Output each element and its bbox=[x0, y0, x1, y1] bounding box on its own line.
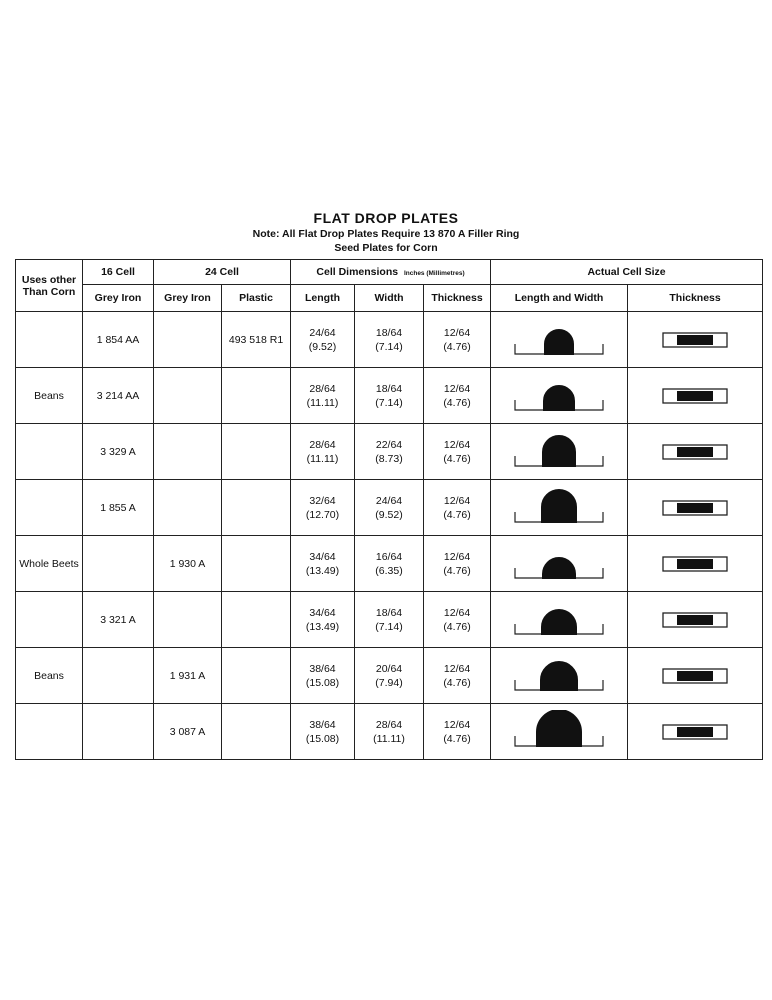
length-width-illustration bbox=[491, 536, 628, 592]
width-inches: 16/64 bbox=[375, 550, 403, 563]
width-cell bbox=[355, 368, 424, 424]
uses-cell bbox=[16, 592, 83, 648]
cell-dimensions-label: Cell Dimensions bbox=[316, 266, 399, 278]
length-inches: 28/64 bbox=[309, 438, 336, 451]
uses-cell bbox=[16, 424, 83, 480]
thickness-illustration bbox=[628, 312, 763, 368]
thickness-mm: (4.76) bbox=[443, 340, 471, 353]
thickness-mm: (4.76) bbox=[443, 732, 471, 745]
width-cell bbox=[355, 536, 424, 592]
length-inches: 32/64 bbox=[309, 494, 336, 507]
thickness-illustration bbox=[628, 648, 763, 704]
width-cell bbox=[355, 312, 424, 368]
grey-iron-16-cell bbox=[83, 648, 154, 704]
cell-thickness-icon bbox=[659, 386, 731, 406]
plastic-cell bbox=[222, 424, 291, 480]
thickness-header: Thickness bbox=[424, 285, 491, 312]
cell-length-width-icon bbox=[509, 598, 609, 642]
grey-iron-24-cell: 3 087 A bbox=[154, 704, 222, 760]
cell-length-width-icon bbox=[509, 654, 609, 698]
length-cell bbox=[291, 480, 355, 536]
length-mm: (12.70) bbox=[305, 508, 340, 521]
width-mm: (6.35) bbox=[375, 564, 403, 577]
thickness-inches: 12/64 bbox=[443, 662, 471, 675]
page-subtitle: Seed Plates for Corn bbox=[334, 242, 438, 254]
grey-iron-24-cell bbox=[154, 480, 222, 536]
width-cell bbox=[355, 704, 424, 760]
thickness-inches: 12/64 bbox=[443, 382, 471, 395]
length-inches: 38/64 bbox=[309, 662, 336, 675]
length-cell bbox=[291, 592, 355, 648]
filler-ring-note: Note: All Flat Drop Plates Require 13 870 A Filler Ring bbox=[252, 228, 520, 240]
cell-length-width-icon bbox=[509, 374, 609, 418]
grey-iron-24-cell bbox=[154, 368, 222, 424]
thickness-mm: (4.76) bbox=[443, 452, 471, 465]
cell24-header: 24 Cell bbox=[154, 260, 291, 285]
uses-header: Uses other Than Corn bbox=[16, 260, 83, 312]
thickness-illustration bbox=[628, 704, 763, 760]
thickness-inches: 12/64 bbox=[443, 550, 471, 563]
cell-thickness-icon bbox=[659, 554, 731, 574]
length-width-illustration bbox=[491, 480, 628, 536]
plastic-cell: 493 518 R1 bbox=[222, 312, 291, 368]
actual-cell-size-header: Actual Cell Size bbox=[491, 260, 763, 285]
thickness-inches: 12/64 bbox=[443, 494, 471, 507]
thickness-cell bbox=[424, 312, 491, 368]
uses-cell: Whole Beets bbox=[16, 536, 83, 592]
thickness-cell bbox=[424, 648, 491, 704]
plastic-cell bbox=[222, 704, 291, 760]
thickness-inches: 12/64 bbox=[443, 606, 471, 619]
cell-length-width-icon bbox=[509, 318, 609, 362]
grey-iron-16-header: Grey Iron bbox=[83, 285, 154, 312]
cell-thickness-icon bbox=[659, 666, 731, 686]
thickness-mm: (4.76) bbox=[443, 676, 471, 689]
length-mm: (15.08) bbox=[305, 732, 340, 745]
width-inches: 22/64 bbox=[375, 438, 403, 451]
page-title: FLAT DROP PLATES bbox=[313, 210, 459, 226]
width-cell bbox=[355, 480, 424, 536]
thickness-cell bbox=[424, 368, 491, 424]
thickness-cell bbox=[424, 480, 491, 536]
length-mm: (9.52) bbox=[308, 340, 337, 353]
length-cell bbox=[291, 536, 355, 592]
thickness-inches: 12/64 bbox=[443, 718, 471, 731]
uses-cell bbox=[16, 704, 83, 760]
cell-thickness-icon bbox=[659, 498, 731, 518]
length-width-illustration bbox=[491, 592, 628, 648]
grey-iron-16-cell bbox=[83, 536, 154, 592]
thickness-size-header: Thickness bbox=[628, 285, 763, 312]
width-mm: (7.14) bbox=[375, 620, 403, 633]
table-row bbox=[16, 648, 763, 704]
width-cell bbox=[355, 648, 424, 704]
length-mm: (15.08) bbox=[305, 676, 340, 689]
length-mm: (11.11) bbox=[306, 452, 339, 465]
length-cell bbox=[291, 312, 355, 368]
width-mm: (7.14) bbox=[375, 396, 403, 409]
grey-iron-16-cell: 3 329 A bbox=[83, 424, 154, 480]
cell-dimensions-header bbox=[291, 260, 491, 285]
cell-length-width-icon bbox=[509, 710, 609, 754]
width-mm: (7.94) bbox=[375, 676, 403, 689]
length-width-illustration bbox=[491, 368, 628, 424]
grey-iron-24-header: Grey Iron bbox=[154, 285, 222, 312]
grey-iron-16-cell: 1 854 AA bbox=[83, 312, 154, 368]
width-mm: (11.11) bbox=[373, 732, 405, 745]
thickness-mm: (4.76) bbox=[443, 508, 471, 521]
cell-length-width-icon bbox=[509, 486, 609, 530]
thickness-illustration bbox=[628, 480, 763, 536]
uses-cell: Beans bbox=[16, 648, 83, 704]
length-mm: (13.49) bbox=[305, 620, 340, 633]
width-cell bbox=[355, 424, 424, 480]
grey-iron-16-cell: 1 855 A bbox=[83, 480, 154, 536]
table-row bbox=[16, 704, 763, 760]
plastic-cell bbox=[222, 592, 291, 648]
uses-cell bbox=[16, 312, 83, 368]
table-row bbox=[16, 480, 763, 536]
grey-iron-24-cell: 1 931 A bbox=[154, 648, 222, 704]
length-inches: 28/64 bbox=[309, 382, 336, 395]
grey-iron-24-cell bbox=[154, 592, 222, 648]
cell-thickness-icon bbox=[659, 442, 731, 462]
cell-length-width-icon bbox=[509, 542, 609, 586]
uses-cell: Beans bbox=[16, 368, 83, 424]
grey-iron-24-cell bbox=[154, 312, 222, 368]
length-width-illustration bbox=[491, 648, 628, 704]
cell-thickness-icon bbox=[659, 610, 731, 630]
table-row bbox=[16, 312, 763, 368]
width-inches: 20/64 bbox=[375, 662, 403, 675]
grey-iron-16-cell bbox=[83, 704, 154, 760]
width-inches: 18/64 bbox=[375, 382, 403, 395]
width-inches: 18/64 bbox=[375, 606, 403, 619]
table-row bbox=[16, 592, 763, 648]
width-inches: 24/64 bbox=[375, 494, 403, 507]
length-header: Length bbox=[291, 285, 355, 312]
cell-length-width-icon bbox=[509, 430, 609, 474]
thickness-illustration bbox=[628, 368, 763, 424]
length-cell bbox=[291, 424, 355, 480]
length-cell bbox=[291, 368, 355, 424]
table-row bbox=[16, 424, 763, 480]
grey-iron-16-cell: 3 214 AA bbox=[83, 368, 154, 424]
grey-iron-16-cell: 3 321 A bbox=[83, 592, 154, 648]
plastic-header: Plastic bbox=[222, 285, 291, 312]
length-width-illustration bbox=[491, 704, 628, 760]
length-inches: 38/64 bbox=[309, 718, 336, 731]
plastic-cell bbox=[222, 536, 291, 592]
plastic-cell bbox=[222, 648, 291, 704]
cell16-header: 16 Cell bbox=[83, 260, 154, 285]
seed-plate-table bbox=[15, 259, 763, 760]
width-header: Width bbox=[355, 285, 424, 312]
thickness-mm: (4.76) bbox=[443, 620, 471, 633]
length-width-illustration bbox=[491, 312, 628, 368]
length-cell bbox=[291, 704, 355, 760]
table-row bbox=[16, 368, 763, 424]
grey-iron-24-cell: 1 930 A bbox=[154, 536, 222, 592]
width-mm: (9.52) bbox=[375, 508, 403, 521]
length-cell bbox=[291, 648, 355, 704]
length-width-header: Length and Width bbox=[491, 285, 628, 312]
uses-cell bbox=[16, 480, 83, 536]
thickness-cell bbox=[424, 704, 491, 760]
cell-thickness-icon bbox=[659, 330, 731, 350]
plastic-cell bbox=[222, 480, 291, 536]
thickness-cell bbox=[424, 536, 491, 592]
length-inches: 34/64 bbox=[309, 550, 336, 563]
thickness-inches: 12/64 bbox=[443, 326, 471, 339]
cell-thickness-icon bbox=[659, 722, 731, 742]
grey-iron-24-cell bbox=[154, 424, 222, 480]
width-mm: (8.73) bbox=[375, 452, 403, 465]
width-inches: 28/64 bbox=[375, 718, 403, 731]
length-inches: 34/64 bbox=[309, 606, 336, 619]
length-mm: (11.11) bbox=[306, 396, 339, 409]
thickness-mm: (4.76) bbox=[443, 564, 471, 577]
length-mm: (13.49) bbox=[305, 564, 340, 577]
width-mm: (7.14) bbox=[375, 340, 403, 353]
thickness-cell bbox=[424, 424, 491, 480]
table-row bbox=[16, 536, 763, 592]
thickness-illustration bbox=[628, 424, 763, 480]
width-cell bbox=[355, 592, 424, 648]
width-inches: 18/64 bbox=[375, 326, 403, 339]
thickness-cell bbox=[424, 592, 491, 648]
units-label: Inches (Millimetres) bbox=[403, 270, 465, 277]
plastic-cell bbox=[222, 368, 291, 424]
thickness-illustration bbox=[628, 536, 763, 592]
length-width-illustration bbox=[491, 424, 628, 480]
thickness-illustration bbox=[628, 592, 763, 648]
thickness-mm: (4.76) bbox=[443, 396, 471, 409]
thickness-inches: 12/64 bbox=[443, 438, 471, 451]
length-inches: 24/64 bbox=[309, 326, 336, 339]
